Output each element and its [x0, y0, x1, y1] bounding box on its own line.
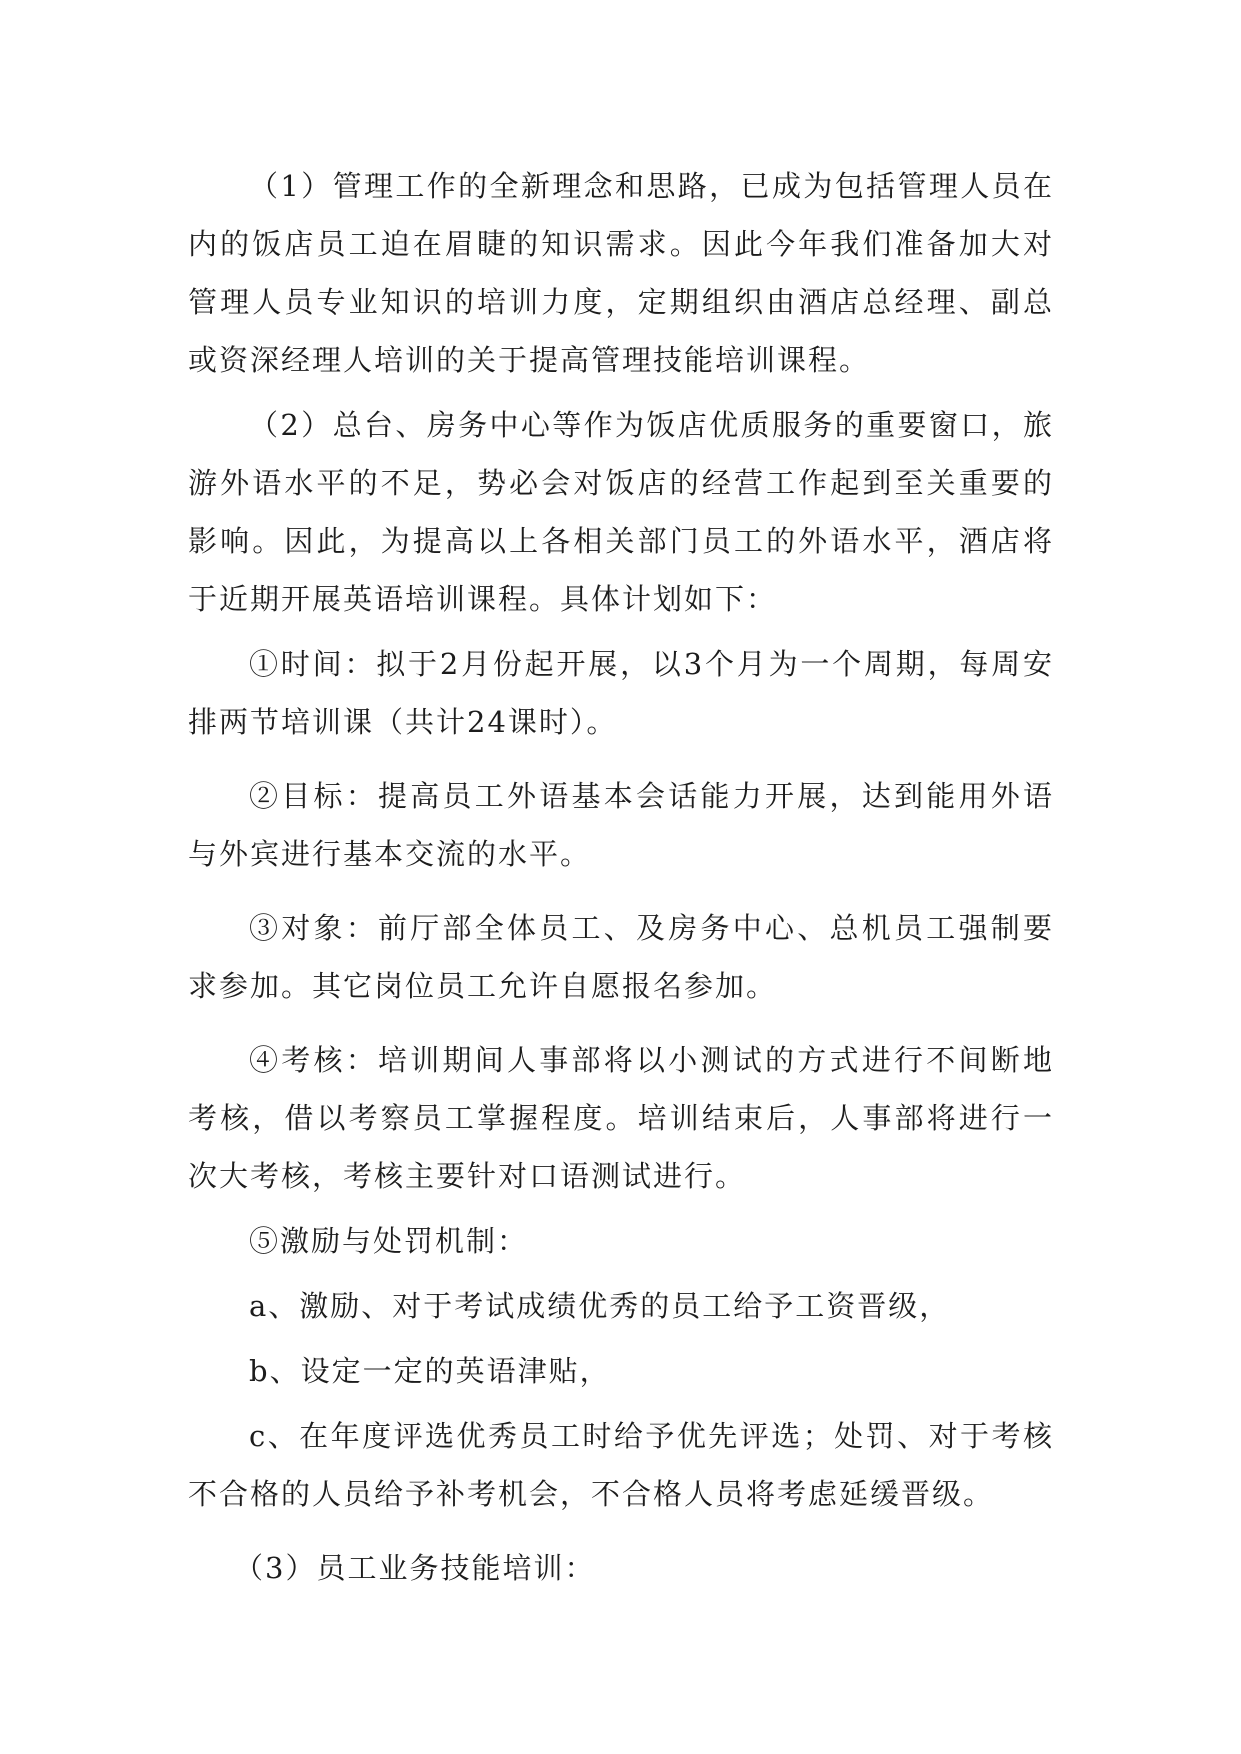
paragraph-management-training: （1）管理工作的全新理念和思路，已成为包括管理人员在内的饭店员工迫在眉睫的知识需求。因此今年我们准备加大对管理人员专业知识的培训力度，定期组织由酒店总经理、副总或资深经理人培训的关于提高管理技能培训课程。 [188, 169, 1054, 377]
paragraph-incentive-heading: ⑤激励与处罚机制： [249, 1224, 529, 1258]
paragraph-target-audience: ③对象：前厅部全体员工、及房务中心、总机员工强制要求参加。其它岗位员工允许自愿报名参加。 [188, 911, 1054, 1003]
paragraph-incentive-a: a、激励、对于考试成绩优秀的员工给予工资晋级， [249, 1289, 951, 1323]
paragraph-assessment: ④考核：培训期间人事部将以小测试的方式进行不间断地考核，借以考察员工掌握程度。培训结束后，人事部将进行一次大考核，考核主要针对口语测试进行。 [188, 1043, 1054, 1193]
paragraph-goal: ②目标：提高员工外语基本会话能力开展，达到能用外语与外宾进行基本交流的水平。 [188, 779, 1054, 871]
document-body [188, 157, 1054, 1604]
paragraph-time: ①时间：拟于2月份起开展，以3个月为一个周期，每周安排两节培训课（共计24课时）。 [188, 647, 1054, 739]
paragraph-language-training: （2）总台、房务中心等作为饭店优质服务的重要窗口，旅游外语水平的不足，势必会对饭店的经营工作起到至关重要的影响。因此，为提高以上各相关部门员工的外语水平，酒店将于近期开展英语培训课程。具体计划如下： [188, 408, 1054, 616]
paragraph-incentive-c: c、在年度评选优秀员工时给予优先评选；处罚、对于考核不合格的人员给予补考机会，不合格人员将考虑延缓晋级。 [188, 1419, 1054, 1511]
paragraph-incentive-b: b、设定一定的英语津贴， [249, 1354, 611, 1388]
paragraph-skills-training: （3）员工业务技能培训： [234, 1551, 596, 1585]
